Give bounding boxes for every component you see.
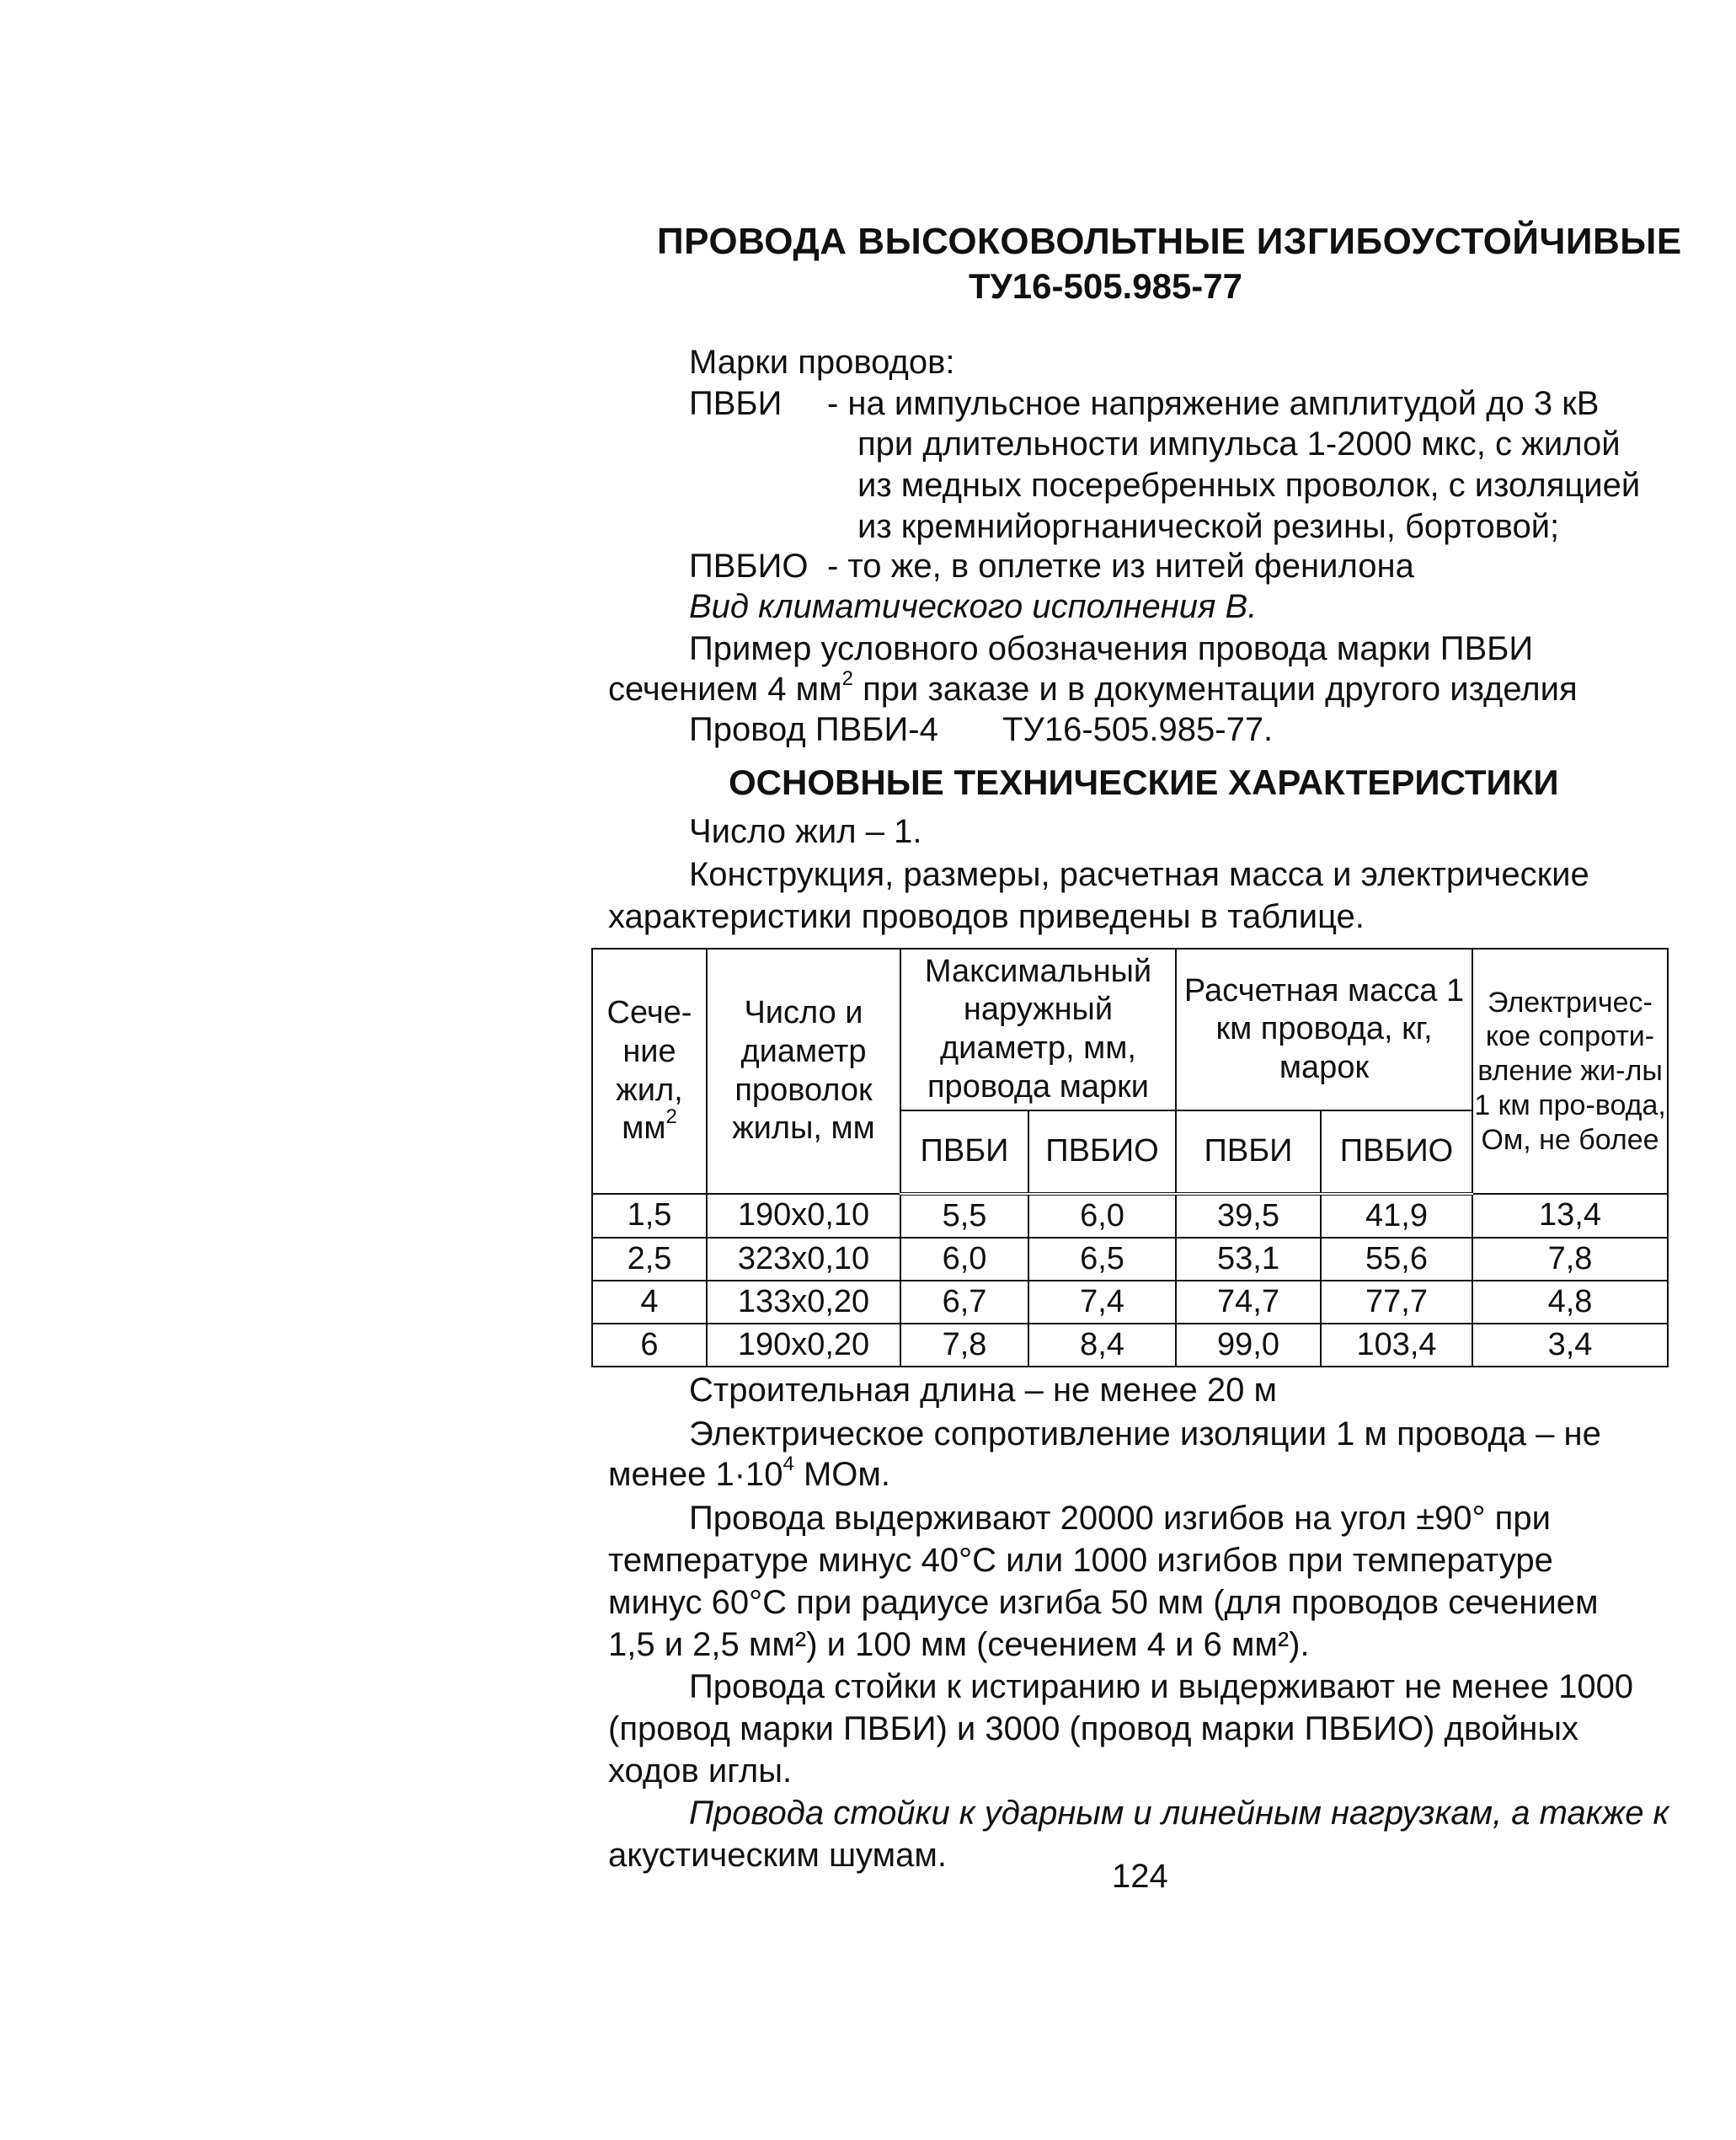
example-line [608,666,1578,709]
table-cell: 55,6 [1321,1238,1472,1281]
header-section-label: Сече-ние жил, мм [606,995,692,1147]
specs-table [591,948,1669,1367]
table-cell: 41,9 [1321,1194,1472,1238]
bend-line: температуре минус 40°С или 1000 изгибов при температуре [608,1542,1553,1579]
abrasion-line: (провод марки ПВБИ) и 3000 (провод марки ПВБИО) двойных [608,1710,1579,1747]
table-cell: 5,5 [900,1194,1028,1238]
header-diameter: Максимальный наружный диаметр, мм, провода марки [900,949,1176,1110]
construction-length: Строительная длина – не менее 20 м [689,1372,1277,1409]
table-row [592,1194,1668,1238]
abrasion-line: ходов иглы. [608,1752,793,1790]
brand-description-line: при длительности импульса 1-2000 мкс, с жилой [857,425,1621,463]
header-mass: Расчетная масса 1 км провода, кг, марок [1176,949,1472,1110]
table-cell: 323х0,10 [707,1238,900,1281]
superscript: 2 [841,666,854,690]
table-cell: 99,0 [1176,1324,1321,1367]
brand-description-line: - на импульсное напряжение амплитудой до 3 кВ [827,385,1600,422]
table-row [592,1238,1668,1281]
brand-description-line: из кремнийоргнанической резины, бортовой; [857,508,1560,545]
table-cell: 77,7 [1321,1281,1472,1324]
table-cell: 3,4 [1472,1324,1668,1367]
header-brand-pvbi: ПВБИ [1176,1110,1321,1194]
insulation-line [608,1452,891,1494]
header-brand-pvbi: ПВБИ [900,1110,1028,1194]
cores-count: Число жил – 1. [689,813,922,850]
shock-line: акустическим шумам. [608,1837,947,1874]
table-cell: 2,5 [592,1238,707,1281]
table-cell: 133х0,20 [707,1281,900,1324]
table-cell: 6,7 [900,1281,1028,1324]
example-line: Пример условного обозначения провода марки ПВБИ [689,630,1534,667]
brand-code: ПВБИО [689,548,809,585]
example-text: при заказе и в документации другого изделия [853,671,1578,708]
brand-code: ПВБИ [689,385,783,422]
table-cell: 39,5 [1176,1194,1321,1238]
brands-heading: Марки проводов: [689,344,955,381]
table-cell: 4,8 [1472,1281,1668,1324]
bend-line: Провода выдерживают 20000 изгибов на угол ±90° при [689,1500,1551,1537]
table-cell: 7,4 [1028,1281,1176,1324]
insulation-text: менее 1·10 [608,1456,783,1493]
superscript: 4 [783,1452,794,1475]
header-resistance: Электричес-кое сопроти-вление жи-лы 1 км про-вода, Ом, не более [1472,949,1668,1194]
insulation-text: МОм. [793,1456,891,1493]
table-cell: 74,7 [1176,1281,1321,1324]
table-cell: 1,5 [592,1194,707,1238]
specs-heading: ОСНОВНЫЕ ТЕХНИЧЕСКИЕ ХАРАКТЕРИСТИКИ [729,762,1559,802]
abrasion-line: Провода стойки к истиранию и выдерживают не менее 1000 [689,1668,1634,1705]
table-cell: 8,4 [1028,1324,1176,1367]
table-cell: 7,8 [900,1324,1028,1367]
header-section [592,949,707,1194]
table-row [592,1281,1668,1324]
table-cell: 53,1 [1176,1238,1321,1281]
table-cell: 6,0 [1028,1194,1176,1238]
bend-line: 1,5 и 2,5 мм²) и 100 мм (сечением 4 и 6 мм²). [608,1626,1310,1663]
brand-description-line: - то же, в оплетке из нитей фенилона [827,548,1414,585]
shock-line: Провода стойки к ударным и линейным нагрузкам, а также к [689,1795,1669,1832]
example-text: сечением 4 мм [608,671,842,708]
document-title: ПРОВОДА ВЫСОКОВОЛЬТНЫЕ ИЗГИБОУСТОЙЧИВЫЕ [657,221,1682,262]
table-cell: 6,5 [1028,1238,1176,1281]
document-standard: ТУ16-505.985-77 [969,266,1243,306]
construction-line: Конструкция, размеры, расчетная масса и электрические [689,856,1589,893]
table-cell: 103,4 [1321,1324,1472,1367]
table-row [592,1324,1668,1367]
insulation-line: Электрическое сопротивление изоляции 1 м провода – не [689,1415,1601,1453]
bend-line: минус 60°С при радиусе изгиба 50 мм (для проводов сечением [608,1584,1599,1621]
table-cell: 4 [592,1281,707,1324]
table-cell: 190х0,20 [707,1324,900,1367]
example-standard: ТУ16-505.985-77. [1002,711,1274,748]
example-designation: Провод ПВБИ-4 [689,711,938,748]
climate-version: Вид климатического исполнения В. [689,588,1258,625]
brand-description-line: из медных посеребренных проволок, с изоляцией [857,467,1641,504]
table-cell: 7,8 [1472,1238,1668,1281]
page-number: 124 [1112,1858,1168,1895]
table-cell: 6,0 [900,1238,1028,1281]
superscript: 2 [665,1105,677,1129]
table-cell: 190х0,10 [707,1194,900,1238]
header-brand-pvbio: ПВБИО [1028,1110,1176,1194]
table-cell: 13,4 [1472,1194,1668,1238]
header-brand-pvbio: ПВБИО [1321,1110,1472,1194]
table-cell: 6 [592,1324,707,1367]
construction-line: характеристики проводов приведены в таблице. [608,898,1365,935]
header-wires: Число и диаметр проволок жилы, мм [707,949,900,1194]
